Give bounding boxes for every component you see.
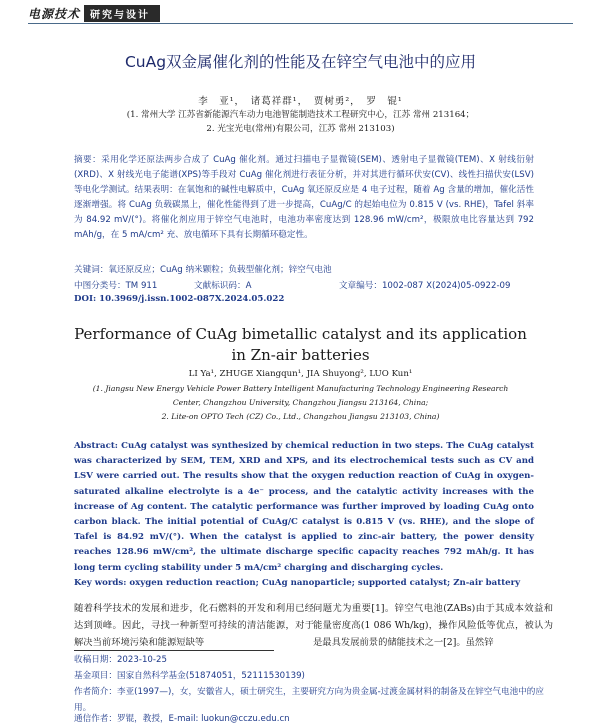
english-title-line-2: in Zn-air batteries [231,346,370,364]
footnote-fund: 基金项目：国家自然科学基金(51874051，52111530139) [74,671,305,681]
chinese-abstract: 摘要：采用化学还原法两步合成了 CuAg 催化剂。通过扫描电子显微镜(SEM)、透射电子显微镜(TEM)、X 射线衍射(XRD)、X 射线光电子能谱(XPS)等手段对 CuAg 催化剂进行表征分析，并对其进行循环伏安(CV)、线性扫描伏安(LSV)等电化学测试。结果表明：在氧饱和的碱性电解质中，CuAg 氧还原反应是 4 电子过程，随着 Ag 含量的增加，催化活性逐渐增强。将 CuAg 负载碳黑上，催化性能得到了进一步提高，CuAg/C 的起始电位为 0.815 V (vs. RHE)，Tafel 斜率为 84.92 mV/(°)。将催化剂应用于锌空气电池时，电池功率密度达到 128.96 mW/cm²，极限放电比容量达到 792 mAh/g，在 5 mA/cm² 充、放电循环下具有长期循环稳定性。 [74,155,534,240]
clc-number: 中图分类号：TM 911 [74,281,158,291]
footnote-received: 收稿日期：2023-10-25 [74,655,167,665]
footnote-author-bio: 作者简介：李亚(1997—)，女，安徽省人，硕士研究生，主要研究方向为贵金属-过渡金属材料的制备及在锌空气电池中的应用。 [74,687,544,713]
journal-header [28,5,226,22]
footnote-corresponding: 通信作者：罗锟，教授，E-mail: luokun@cczu.edu.cn [74,714,290,724]
doi: DOI: 10.3969/j.issn.1002-087X.2024.05.022 [74,294,285,304]
english-title-line-1: Performance of CuAg bimetallic catalyst and its application [74,325,527,343]
footnote-rule [74,650,274,651]
chinese-affiliation-2: 2. 光宝光电(常州)有限公司，江苏 常州 213103) [206,124,395,134]
section-label: 研究与设计 [84,5,160,22]
document-code: 文献标识码：A [194,281,252,291]
journal-name: 电源技术 [28,7,81,21]
header-rule [28,23,573,24]
english-keywords: Key words: oxygen reduction reaction; CuAg nanoparticle; supported catalyst; Zn-air battery [74,578,521,588]
chinese-affiliation-1: (1. 常州大学 江苏省新能源汽车动力电池智能制造技术工程研究中心，江苏 常州 213164； [126,110,475,120]
english-affiliation-2: Center, Changzhou University, Changzhou Jiangsu 213164, China; [172,398,429,407]
body-column-left: 随着科学技术的发展和进步，化石燃料的开发和利用已经达到顶峰。因此，寻找一种新型可持续的清洁能源，对于解决当前环境污染和能源短缺等 [74,603,314,648]
english-affiliation-1: (1. Jiangsu New Energy Vehicle Power Battery Intelligent Manufacturing Technology Engineering Research [92,384,509,393]
english-abstract: Abstract: CuAg catalyst was synthesized by chemical reduction in two steps. The CuAg catalyst was characterized by SEM, TEM, XRD and XPS, and its electrochemical tests such as CV and LSV were carried out. The results show that the oxygen reduction reaction of CuAg in oxygen-saturated alkaline electrolyte is a 4e⁻ process, and the catalytic activity increases with the increase of Ag content. The catalytic performance was further improved by loading CuAg onto carbon black. The initial potential of CuAg/C catalyst is 0.815 V (vs. RHE), and the slope of Tafel is 84.92 mV/(°). When the catalyst is applied to zinc-air battery, the power density reaches 128.96 mW/cm², the ultimate discharge specific capacity reaches 792 mAh/g. It has long term cycling stability under 5 mA/cm² charging and discharging cycles. [74,441,534,573]
english-title [28,324,573,366]
english-authors: LI Ya¹, ZHUGE Xiangqun¹, JIA Shuyong², LUO Kun¹ [188,369,413,379]
article-number: 文章编号：1002-087 X(2024)05-0922-09 [339,281,511,291]
english-affiliation-3: 2. Lite-on OPTO Tech (CZ) Co., Ltd., Changzhou Jiangsu 213103, China) [161,412,440,421]
body-column-right: 问题尤为重要[1]。锌空气电池(ZABs)由于其成本效益和能量密度高(1 086 Wh/kg)，操作风险低等优点，被认为是最具发展前景的储能技术之一[2]。虽然锌 [313,603,553,648]
chinese-keywords: 关键词：氧还原反应；CuAg 纳米颗粒；负载型催化剂；锌空气电池 [74,265,332,275]
chinese-authors: 李 亚¹， 诸葛祥群¹， 贾树勇²， 罗 锟¹ [198,96,403,107]
chinese-title: CuAg双金属催化剂的性能及在锌空气电池中的应用 [124,53,477,71]
